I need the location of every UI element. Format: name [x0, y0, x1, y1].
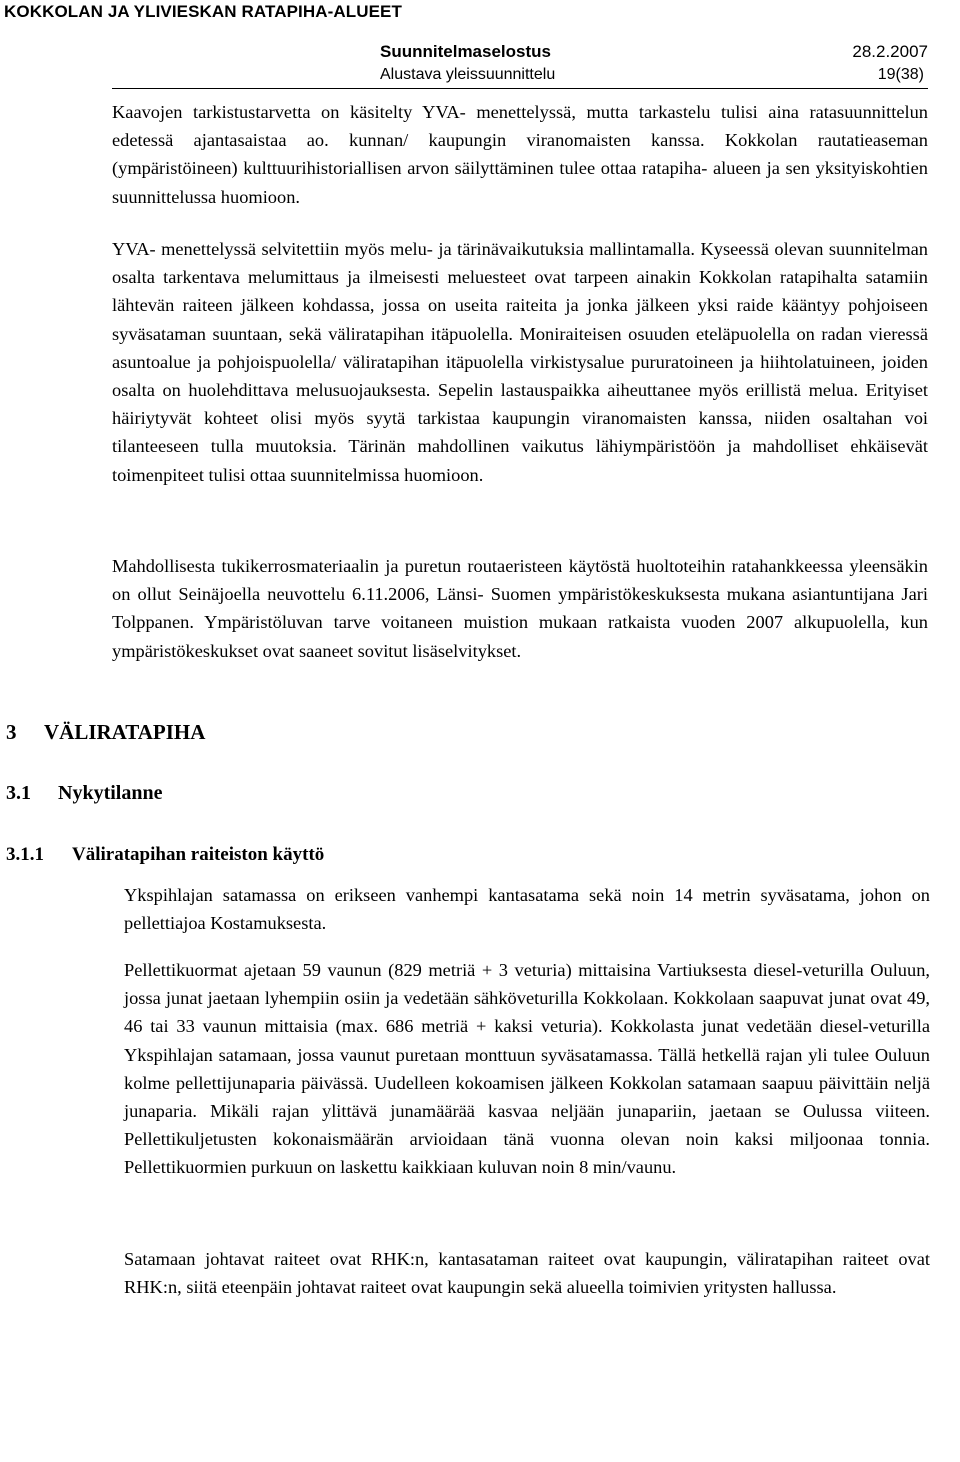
document-date: 28.2.2007 [852, 42, 928, 61]
subsubsection-heading [6, 844, 324, 866]
document-subtitle: Alustava yleissuunnittelu [380, 66, 556, 83]
section-number: 3 [6, 720, 17, 744]
subsection-title: Nykytilanne [58, 782, 163, 804]
paragraph-track-ownership: Satamaan johtavat raiteet ovat RHK:n, kantasataman raiteet ovat kaupungin, väliratapihan raiteet ovat RHK:n, siitä eteenpäin johtavat raiteet ovat kaupungin sekä alueella toimivien yritysten hallussa. [124, 1249, 930, 1298]
paragraph-pellet-trains: Pellettikuormat ajetaan 59 vaunun (829 metriä + 3 veturia) mittaisina Vartiuksesta diesel-veturilla Ouluun, jossa junat jaetaan lyhempiin osiin ja vedetään sähköveturilla Kokkolaan. Kokkolaan saapuvat junat ovat 49, 46 tai 33 vaunun mittaisia (max. 686 metriä + kaksi veturia). Kokkolasta junat vedetään diesel-veturilla Ykspihlajan satamaan, jossa vaunut puretaan monttuun syväsatamassa. Tällä hetkellä rajan yli tulee Ouluun kolme pellettijunaparia päivässä. Uudelleen kokoamisen jälkeen Kokkolan satamaan saapuu päivittäin neljä junaparia. Mikäli rajan ylittävä junamäärää kasvaa neljään junapariin, jaetaan se Oulussa viiteen. Pellettikuljetusten kokonaismäärän arvioidaan tänä vuonna olevan noin kaksi miljoonaa tonnia. Pellettikuormien purkuun on laskettu kaikkiaan kuluvan noin 8 min/vaunu. [124, 960, 930, 1178]
paragraph-harbour: Ykspihlajan satamassa on erikseen vanhempi kantasatama sekä noin 14 metrin syväsatama, johon on pellettiajoa Kostamuksesta. [124, 885, 930, 934]
document-header [380, 42, 928, 88]
page-number: 19(38) [877, 66, 924, 83]
document-type: Suunnitelmaselostus [380, 42, 551, 61]
paragraph-plan-review: Kaavojen tarkistustarvetta on käsitelty YVA- menettelyssä, mutta tarkastelu tulisi aina ratasuunnittelun edetessä ajantasaistaa ao. kunnan/ kaupungin viranomaisten kanssa. Kokkolan rautatieaseman (ympäristöineen) kulttuurihistoriallisen arvon säilyttäminen tulee ottaa ratapiha- alueen ja sen yksityiskohtien suunnittelussa huomioon. [112, 102, 928, 207]
subsubsection-title: Väliratapihan raiteiston käyttö [72, 844, 325, 865]
section-heading [6, 720, 205, 745]
section-title: VÄLIRATAPIHA [44, 720, 206, 744]
paragraph-material-reuse: Mahdollisesta tukikerrosmateriaalin ja puretun routaeristeen käytöstä huoltoteihin ratahankkeessa yleensäkin on ollut Seinäjoella neuvottelu 6.11.2006, Länsi- Suomen ympäristökeskuksesta mukana asiantuntijana Jari Tolppanen. Ympäristöluvan tarve voitaneen muistion mukaan ratkaista vuoden 2007 alkupuolella, kun ympäristökeskukset ovat saaneet sovitut lisäselvitykset. [112, 556, 928, 661]
subsection-number: 3.1 [6, 782, 31, 804]
running-title: KOKKOLAN JA YLIVIESKAN RATAPIHA-ALUEET [4, 2, 402, 21]
subsection-heading [6, 782, 162, 805]
subsubsection-number: 3.1.1 [6, 844, 44, 865]
paragraph-noise-vibration: YVA- menettelyssä selvitettiin myös melu- ja tärinävaikutuksia mallintamalla. Kyseessä olevan suunnitelman osalta tarkentava melumittaus ja ilmeisesti meluesteet ovat tarpeen ainakin Kokkolan ratapihalta satamiin lähtevän raiteen jälkeen kohdassa, jossa on useita raiteita ja jonka jälkeen yksi raide kääntyy pohjoiseen syväsataman suuntaan, sekä väliratapihan itäpuolella. Moniraiteisen osuuden eteläpuolella on radan vieressä asuntoalue ja pohjoispuolella/ väliratapihan itäpuolella virkistysalue pururatoineen ja hiihtolatuineen, joiden osalta on huolehdittava melusuojauksesta. Sepelin lastauspaikka aiheuttanee myös erillistä melua. Erityiset häiriytyvät kohteet olisi myös syytä tarkistaa kaupungin viranomaisten kanssa, niiden osaltahan voi tilanteeseen tulla muutoksia. Tärinän mahdollinen vaikutus lähiympäristöön ja mahdolliset ehkäisevät toimenpiteet tulisi ottaa suunnitelmissa huomioon. [112, 239, 928, 485]
header-divider [112, 88, 928, 89]
